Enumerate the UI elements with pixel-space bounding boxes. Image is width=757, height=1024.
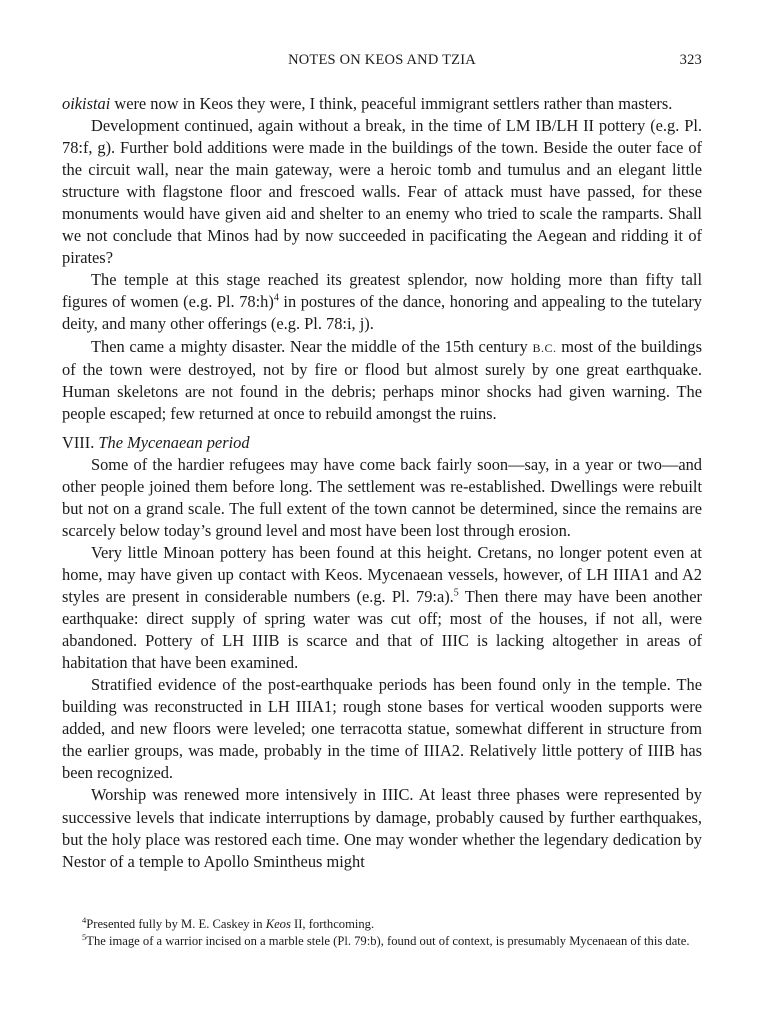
footnote-5-mark: 5 [82,931,87,942]
paragraph-7: Stratified evidence of the post-earthquake periods has been found only in the temple. The building was reconstructed in LH IIIA1; rough stone bases for vertical wooden supports were added, and new floors were leveled; one terracotta statue, somewhat different in structure from the earlier groups, was made, probably in the time of IIIA2. Relatively little pottery of IIIB has been recognized. [62,675,702,783]
paragraph-3-text-a: The temple at this stage reached its greatest splendor, now holding more than fifty tall figures of women (e.g. Pl. 78:h) [62,270,702,312]
paragraph-2: Development continued, again without a break, in the time of LM IB/LH II pottery (e.g. Pl. 78:f, g). Further bold additions were made in the buildings of the town. Beside the outer face of the circuit wall, near the main gateway, were a heroic tomb and tumulus and an elegant little structure with flagstone floor and frescoed walls. Fear of attack must have passed, for these monuments would have given aid and shelter to an enemy who tried to scale the ramparts. Shall we not conclude that Minos had by now succeeded in pacificating the Aegean and ridding it of pirates? [62,116,702,268]
footnote-4-mark: 4 [82,914,87,925]
footnote-ref-4: 4 [273,292,279,304]
running-head [62,52,702,74]
footnote-4-text-a: Presented fully by M. E. Caskey in [86,917,266,931]
paragraph-6-text-b: Then there may have been another earthquake: direct supply of spring water was cut off; most of the houses, if not all, were abandoned. Pottery of LH IIIB is scarce and that of IIIC is lacking altogether in areas of habitation that have been examined. [62,587,702,673]
section-numeral: VIII. [62,432,99,452]
paragraph-6-text-a: Very little Minoan pottery has been found at this height. Cretans, no longer potent even at home, may have given up contact with Keos. Mycenaean vessels, however, of LH IIIA1 and A2 styles are present in considerable numbers (e.g. Pl. 79:a). [62,542,702,607]
oikistai-term: oikistai [62,94,111,113]
paragraph-4-text-a: Then came a mighty disaster. Near the middle of the 15th century [91,336,533,356]
paragraph-4 [62,336,702,425]
paragraph-6 [62,542,702,674]
footnote-4 [62,916,702,933]
paragraph-3 [62,269,702,335]
body-text [62,93,702,873]
footnotes [62,916,702,949]
footnote-ref-5: 5 [453,587,459,599]
running-title: NOTES ON KEOS AND TZIA [288,52,476,68]
section-heading [62,432,702,454]
page-number: 323 [679,52,702,68]
paragraph-1-text: were now in Keos they were, I think, peaceful immigrant settlers rather than masters. [110,94,673,113]
footnote-5 [62,933,702,950]
paragraph-4-text-b: most of the buildings of the town were destroyed, not by fire or flood but almost surely by one great earthquake. Human skeletons are not found in the debris; perhaps minor shocks had given warning. The people escaped; few returned at once to rebuild amongst the ruins. [62,336,702,423]
footnote-4-text-b: II, forthcoming. [290,917,375,931]
paragraph-3-text-b: in postures of the dance, honoring and appealing to the tutelary deity, and many other offerings (e.g. Pl. 78:i, j). [62,292,702,334]
page [62,52,702,873]
footnote-4-keos: Keos [265,917,291,931]
bc-abbrev: B.C. [532,340,557,355]
paragraph-5: Some of the hardier refugees may have come back fairly soon—say, in a year or two—and other people joined them before long. The settlement was re-established. Dwellings were rebuilt but not on a grand scale. The full extent of the town cannot be determined, since the remains are scarcely below today’s ground level and most have been lost through erosion. [62,454,702,540]
footnote-5-text: The image of a warrior incised on a marble stele (Pl. 79:b), found out of context, is presumably Mycenaean of this date. [86,933,690,948]
section-title: The Mycenaean period [98,432,250,452]
paragraph-1 [62,93,702,115]
paragraph-8: Worship was renewed more intensively in IIIC. At least three phases were represented by successive levels that indicate interruptions by damage, probably caused by further earthquakes, but the holy place was restored each time. One may wonder whether the legendary dedication by Nestor of a temple to Apollo Smintheus might [62,785,702,871]
